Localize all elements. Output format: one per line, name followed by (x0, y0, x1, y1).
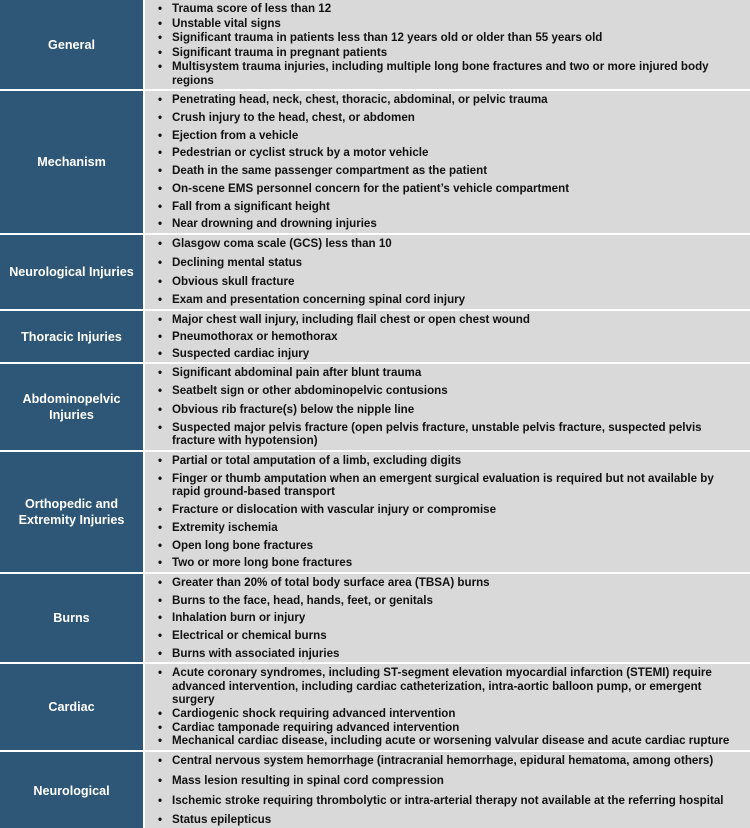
criteria-item: • Trauma score of less than 12 (145, 2, 744, 16)
criteria-list (145, 452, 750, 572)
criteria-item: • Greater than 20% of total body surface area (TBSA) burns (145, 576, 744, 590)
criteria-item: • Crush injury to the head, chest, or abdomen (145, 111, 744, 125)
category-cell: Thoracic Injuries (0, 311, 143, 362)
criteria-item: • Obvious skull fracture (145, 275, 744, 289)
category-cell: Orthopedic and Extremity Injuries (0, 452, 143, 572)
criteria-item: • Open long bone fractures (145, 539, 744, 553)
criteria-item: • Mass lesion resulting in spinal cord compression (145, 774, 744, 788)
criteria-item: • Glasgow coma scale (GCS) less than 10 (145, 237, 744, 251)
criteria-list (145, 311, 750, 362)
criteria-item: • Two or more long bone fractures (145, 556, 744, 570)
criteria-item: • Penetrating head, neck, chest, thoracic, abdominal, or pelvic trauma (145, 93, 744, 107)
criteria-item: • Seatbelt sign or other abdominopelvic contusions (145, 384, 744, 398)
criteria-item: • Central nervous system hemorrhage (intracranial hemorrhage, epidural hematoma, among others) (145, 754, 744, 768)
criteria-item: • Significant abdominal pain after blunt trauma (145, 366, 744, 380)
criteria-item: • Extremity ischemia (145, 521, 744, 535)
criteria-item: • Obvious rib fracture(s) below the nipple line (145, 403, 744, 417)
criteria-item: • Ejection from a vehicle (145, 129, 744, 143)
criteria-item: • Burns to the face, head, hands, feet, or genitals (145, 594, 744, 608)
criteria-item: • Finger or thumb amputation when an emergent surgical evaluation is required but not available by rapid ground-based transport (145, 472, 744, 499)
category-cell: Burns (0, 574, 143, 662)
criteria-item: • Ischemic stroke requiring thrombolytic or intra-arterial therapy not available at the referring hospital (145, 794, 744, 808)
criteria-item: • Suspected major pelvis fracture (open pelvis fracture, unstable pelvis fracture, suspected pelvis fracture with hypotension) (145, 421, 744, 448)
criteria-item: • Near drowning and drowning injuries (145, 217, 744, 231)
criteria-list (145, 752, 750, 828)
criteria-list (145, 0, 750, 89)
criteria-list (145, 364, 750, 450)
criteria-list (145, 91, 750, 233)
criteria-item: • Multisystem trauma injuries, including multiple long bone fractures and two or more injured body regions (145, 60, 744, 87)
criteria-item: • Suspected cardiac injury (145, 347, 744, 361)
criteria-item: • Major chest wall injury, including flail chest or open chest wound (145, 313, 744, 327)
criteria-item: • Mechanical cardiac disease, including acute or worsening valvular disease and acute cardiac rupture (145, 734, 744, 748)
criteria-list (145, 235, 750, 309)
criteria-item: • Acute coronary syndromes, including ST-segment elevation myocardial infarction (STEMI) require advanced intervention, including cardiac catheterization, intra-aortic balloon pump, or emergent surgery (145, 666, 744, 707)
criteria-item: • Significant trauma in patients less than 12 years old or older than 55 years old (145, 31, 744, 45)
criteria-item: • On-scene EMS personnel concern for the patient’s vehicle compartment (145, 182, 744, 196)
criteria-item: • Fall from a significant height (145, 200, 744, 214)
criteria-item: • Declining mental status (145, 256, 744, 270)
criteria-item: • Partial or total amputation of a limb, excluding digits (145, 454, 744, 468)
category-cell: Neurological (0, 752, 143, 828)
criteria-item: • Fracture or dislocation with vascular injury or compromise (145, 503, 744, 517)
category-cell: Cardiac (0, 664, 143, 750)
criteria-item: • Inhalation burn or injury (145, 611, 744, 625)
criteria-item: • Pedestrian or cyclist struck by a motor vehicle (145, 146, 744, 160)
criteria-list (145, 664, 750, 750)
criteria-item: • Significant trauma in pregnant patients (145, 46, 744, 60)
criteria-item: • Exam and presentation concerning spinal cord injury (145, 293, 744, 307)
criteria-item: • Unstable vital signs (145, 17, 744, 31)
category-cell: Mechanism (0, 91, 143, 233)
criteria-item: • Electrical or chemical burns (145, 629, 744, 643)
criteria-item: • Burns with associated injuries (145, 647, 744, 661)
criteria-item: • Pneumothorax or hemothorax (145, 330, 744, 344)
criteria-list (145, 574, 750, 662)
category-cell: Neurological Injuries (0, 235, 143, 309)
category-cell: Abdominopelvic Injuries (0, 364, 143, 450)
criteria-item: • Status epilepticus (145, 813, 744, 827)
criteria-item: • Cardiogenic shock requiring advanced intervention (145, 707, 744, 721)
criteria-item: • Death in the same passenger compartment as the patient (145, 164, 744, 178)
criteria-item: • Cardiac tamponade requiring advanced intervention (145, 721, 744, 735)
category-cell: General (0, 0, 143, 89)
